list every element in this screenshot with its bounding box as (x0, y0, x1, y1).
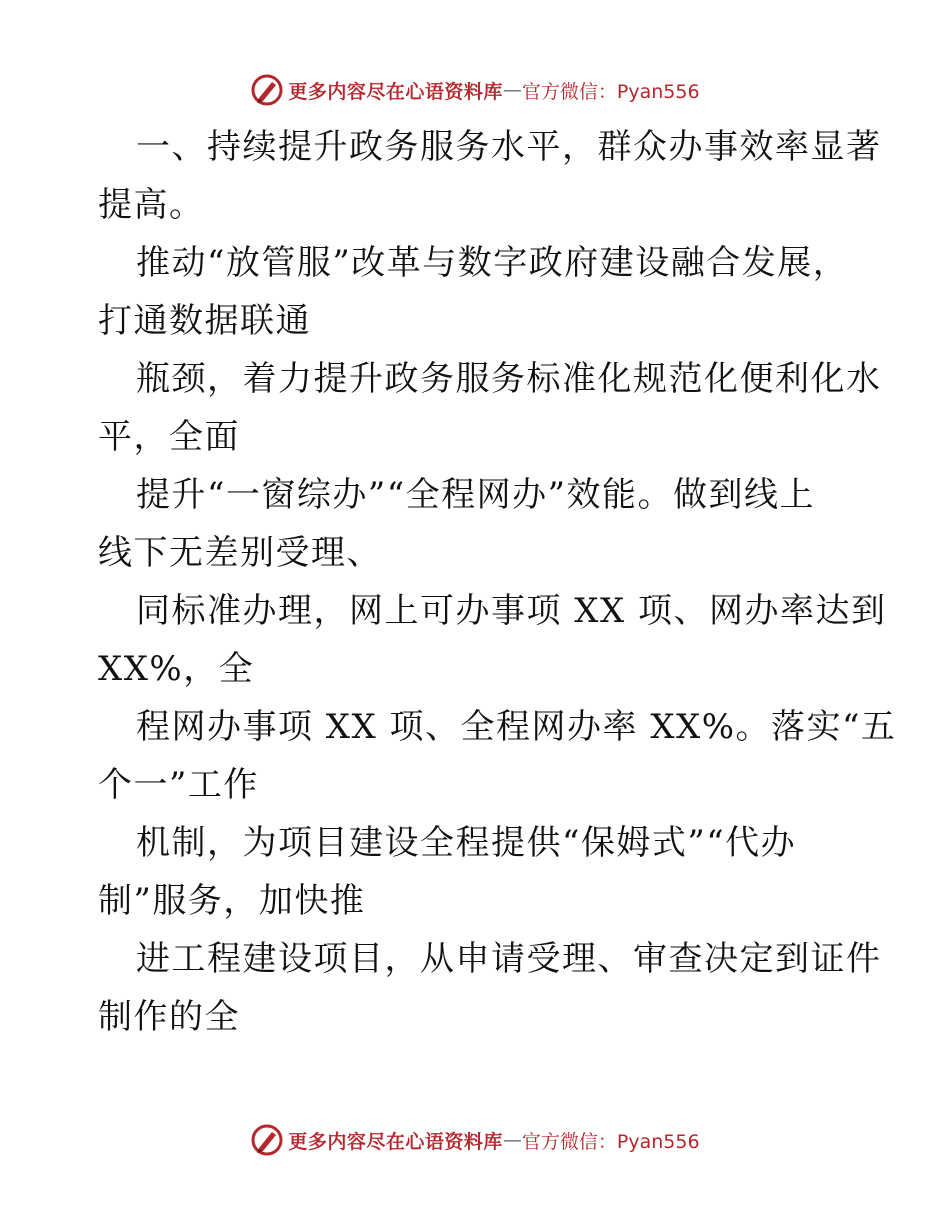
banner-separator: — (502, 79, 522, 101)
paragraph-line: 制”服务，加快推 (98, 881, 366, 921)
paragraph-line: 机制，为项目建设全程提供“保姆式”“代办 (136, 823, 797, 863)
paragraph-line: 提升“一窗综办”“全程网办”效能。做到线上 (136, 475, 816, 515)
banner-text: 更多内容尽在心语资料库 (288, 80, 503, 103)
paragraph-line: 提高。 (98, 185, 205, 225)
paragraph-line: 瓶颈，着力提升政务服务标准化规范化便利化水 (136, 359, 882, 399)
paragraph-line: 程网办事项 XX 项、全程网办率 XX%。落实“五 (136, 707, 897, 747)
footer-banner (0, 1120, 950, 1160)
banner-separator: — (502, 1129, 522, 1151)
paragraph-line: XX%，全 (98, 649, 255, 689)
paragraph-line: 平，全面 (98, 417, 240, 457)
header-banner (0, 70, 950, 110)
paragraph-line: 同标准办理，网上可办事项 XX 项、网办率达到 (136, 591, 887, 631)
paragraph-line: 一、持续提升政务服务水平，群众办事效率显著 (136, 127, 882, 167)
pen-logo-icon (250, 1123, 284, 1157)
paragraph-line: 个一”工作 (98, 765, 259, 805)
paragraph-line: 推动“放管服”改革与数字政府建设融合发展， (136, 243, 849, 283)
document-body (98, 118, 897, 1046)
banner-text: 更多内容尽在心语资料库 (288, 1130, 503, 1153)
banner-contact: 官方微信：Pyan556 (521, 80, 700, 103)
paragraph-line: 线下无差别受理、 (98, 533, 382, 573)
pen-logo-icon (250, 73, 284, 107)
banner-contact: 官方微信：Pyan556 (521, 1130, 700, 1153)
paragraph-line: 进工程建设项目，从申请受理、审查决定到证件 (136, 939, 882, 979)
paragraph-line: 制作的全 (98, 997, 240, 1037)
paragraph-line: 打通数据联通 (98, 301, 311, 341)
